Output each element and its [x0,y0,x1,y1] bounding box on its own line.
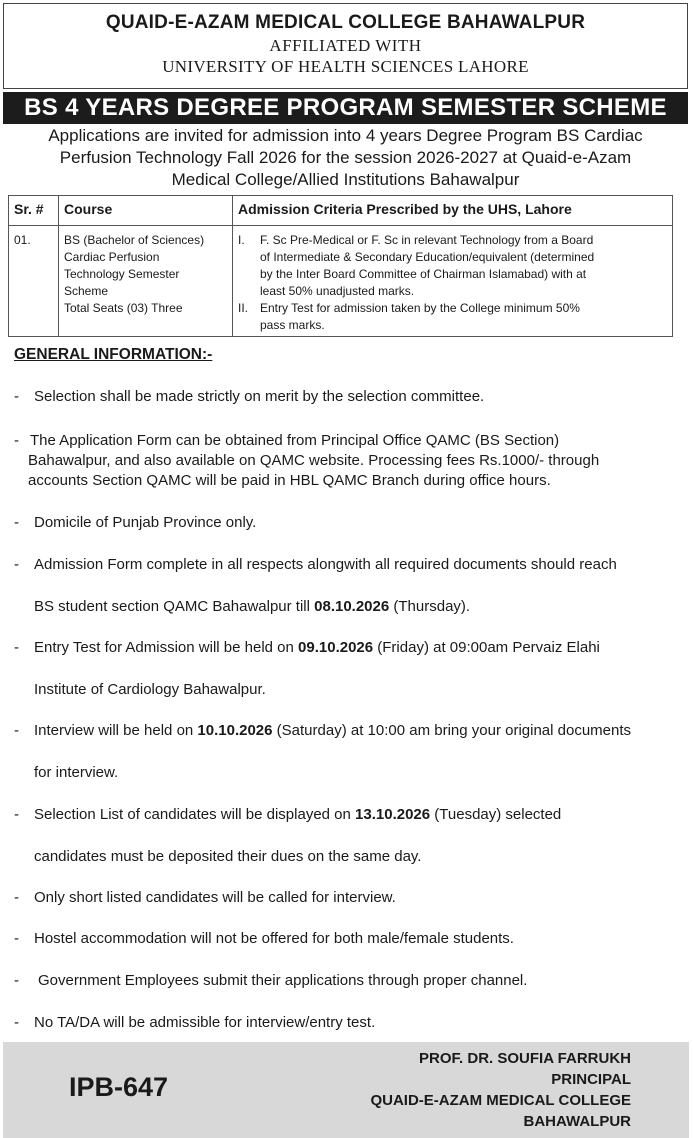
bullet-dash: - [14,388,19,405]
intro-paragraph [3,125,688,191]
criteria-item [238,300,667,334]
list-item [14,431,684,491]
criteria-line: of Intermediate & Secondary Education/equivalent (determined [260,250,595,264]
selection-date: 13.10.2026 [355,806,431,823]
item-text: Bahawalpur, and also available on QAMC website. Processing fees Rs.1000/- through [28,452,600,469]
intro-line-2: Perfusion Technology Fall 2026 for the session 2026-2027 at Quaid-e-Azam [59,148,632,167]
list-item [14,929,684,949]
affiliated-line: AFFILIATED WITH [269,36,422,55]
ipb-code: IPB-647 [69,1072,169,1102]
course-line: Scheme [64,284,109,298]
bullet-dash: - [14,722,19,739]
course-line: Total Seats (03) Three [64,301,183,315]
interview-date: 10.10.2026 [197,722,273,739]
cell-course [59,226,233,337]
item-text: No TA/DA will be admissible for interview/entry test. [34,1014,376,1031]
signatory-city: BAHAWALPUR [523,1113,631,1130]
item-text: Only short listed candidates will be called for interview. [34,889,396,906]
item-text: candidates must be deposited their dues on the same day. [34,848,422,865]
criteria-line: pass marks. [260,318,325,332]
course-line: BS (Bachelor of Sciences) [64,233,205,247]
cell-sr: 01. [9,226,59,337]
bullet-dash: - [14,806,19,823]
item-text: for interview. [34,764,119,781]
item-text: accounts Section QAMC will be paid in HBL QAMC Branch during office hours. [28,472,551,489]
college-name: QUAID-E-AZAM MEDICAL COLLEGE BAHAWALPUR [105,12,586,33]
bullet-dash: - [14,432,19,449]
item-text: Institute of Cardiology Bahawalpur. [34,681,266,698]
item-text: Domicile of Punjab Province only. [34,514,257,531]
list-item [14,721,684,741]
header-criteria: Admission Criteria Prescribed by the UHS, Lahore [233,196,673,226]
item-text: Selection shall be made strictly on merit by the selection committee. [34,388,485,405]
table-row [9,226,673,337]
bullet-dash: - [14,1014,19,1031]
list-item [14,513,684,533]
signatory-title: PRINCIPAL [551,1071,631,1088]
footer [3,1042,689,1138]
test-date: 09.10.2026 [298,639,374,656]
list-item [14,387,684,407]
cell-criteria [233,226,673,337]
admission-table [8,195,673,337]
criteria-number: I. [238,233,245,247]
item-text: Interview will be held on 10.10.2026 (Saturday) at 10:00 am bring your original documents [34,722,632,739]
criteria-number: II. [238,301,249,315]
item-text: The Application Form can be obtained from Principal Office QAMC (BS Section) [30,432,560,449]
list-item [14,555,684,575]
item-text: Hostel accommodation will not be offered for both male/female students. [34,930,514,947]
item-text: Government Employees submit their applications through proper channel. [38,972,528,989]
intro-line-3: Medical College/Allied Institutions Bahawalpur [171,170,520,189]
list-item [14,971,684,991]
bullet-dash: - [14,930,19,947]
bullet-dash: - [14,972,19,989]
list-item [14,888,684,908]
header-sr: Sr. # [9,196,59,226]
intro-line-1: Applications are invited for admission into 4 years Degree Program BS Cardiac [48,126,643,145]
course-line: Technology Semester [64,267,180,281]
bullet-dash: - [14,556,19,573]
item-text: BS student section QAMC Bahawalpur till 08.10.2026 (Thursday). [34,598,471,615]
general-info-title: GENERAL INFORMATION:- [14,346,213,363]
item-text: Entry Test for Admission will be held on 09.10.2026 (Friday) at 09:00am Pervaiz Elahi [34,639,600,656]
criteria-line: least 50% unadjusted marks. [260,284,415,298]
criteria-line: F. Sc Pre-Medical or F. Sc in relevant Technology from a Board [260,233,594,247]
list-item [14,638,684,658]
bullet-dash: - [14,639,19,656]
header-course: Course [59,196,233,226]
signatory-name: PROF. DR. SOUFIA FARRUKH [419,1050,631,1067]
signatory-college: QUAID-E-AZAM MEDICAL COLLEGE [370,1092,631,1109]
bullet-dash: - [14,889,19,906]
criteria-line: by the Inter Board Committee of Chairman Islamabad) with at [260,267,587,281]
deadline-date: 08.10.2026 [314,598,390,615]
bullet-dash: - [14,514,19,531]
criteria-line: Entry Test for admission taken by the College minimum 50% [260,301,580,315]
item-text: Admission Form complete in all respects alongwith all required documents should reach [34,556,617,573]
header-box [3,3,688,89]
course-line: Cardiac Perfusion [64,250,160,264]
criteria-item [238,232,667,300]
item-text: Selection List of candidates will be displayed on 13.10.2026 (Tuesday) selected [34,806,562,823]
list-item [14,805,684,825]
signature-block [370,1048,631,1132]
table-header-row [9,196,673,226]
list-item [14,1013,684,1033]
university-name: UNIVERSITY OF HEALTH SCIENCES LAHORE [162,57,529,76]
program-banner: BS 4 YEARS DEGREE PROGRAM SEMESTER SCHEME [3,92,688,124]
